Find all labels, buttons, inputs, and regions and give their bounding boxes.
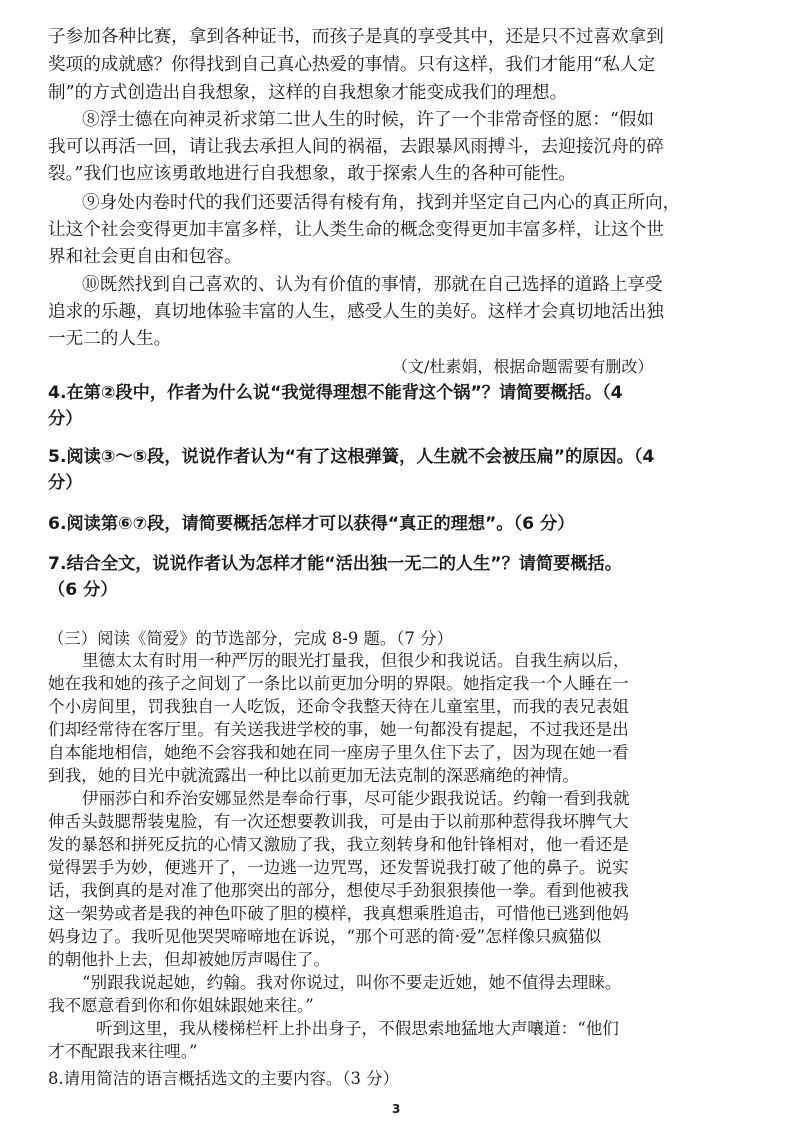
text-line: 里德太太有时用一种严厉的眼光打量我，但很少和我说话。自我生病以后， [82, 651, 630, 670]
text-line: 妈身边了。我听见他哭哭啼啼地在诉说，“那个可恶的简·爱”怎样像只疯猫似 [48, 927, 602, 946]
question-6: 6.阅读第⑥⑦段，请简要概括怎样才可以获得“真正的理想”。（6 分） [48, 514, 575, 534]
question-4: 4.在第②段中，作者为什么说“我觉得理想不能背这个锅”？请简要概括。（4 [48, 383, 623, 403]
text-line: 奖项的成就感？你得找到自己真心热爱的事情。只有这样，我们才能用“私人定 [48, 55, 656, 75]
text-line: 界和社会更自由和包容。 [48, 247, 242, 267]
source-note: （文/杜素娟，根据命题需要有删改） [392, 357, 654, 376]
page-number: 3 [392, 1102, 401, 1116]
text-line: 我不愿意看到你和你姐妹跟她来往。” [48, 996, 314, 1015]
text-line: 话，我倒真的是对准了他那突出的部分，想使尽手劲狠狠揍他一拳。看到他被我 [48, 881, 629, 900]
text-line: “别跟我说起她，约翰。我对你说过，叫你不要走近她，她不值得去理睐。 [82, 973, 622, 992]
question-7: （6 分） [48, 580, 118, 600]
text-line: 追求的乐趣，真切地体验丰富的人生，感受人生的美好。这样才会真切地活出独 [48, 302, 664, 322]
text-line: 伸舌头鼓腮帮装鬼脸，有一次还想要教训我，可是由于以前那种惹得我坏脾气大 [48, 812, 629, 831]
text-line: 到我，她的目光中就流露出一种比以前更加无法克制的深恶痛绝的神情。 [48, 766, 579, 785]
text-line: 让这个社会变得更加丰富多样，让人类生命的概念变得更加丰富多样，让这个世 [48, 220, 664, 240]
text-line: 制”的方式创造出自我想象，这样的自我想象才能变成我们的理想。 [48, 83, 568, 103]
text-line: 她在我和她的孩子之间划了一条比以前更加分明的界限。她指定我一个人睡在一 [48, 674, 629, 693]
text-line: ⑨身处内卷时代的我们还要活得有棱有角，找到并坚定自己内心的真正所向， [82, 193, 681, 213]
text-line: 们却经常待在客厅里。有关送我进学校的事，她一句都没有提起，不过我还是出 [48, 720, 629, 739]
text-line: 发的暴怒和拼死反抗的心情又激励了我，我立刻转身和他针锋相对，他一看还是 [48, 835, 629, 854]
text-line: ⑧浮士德在向神灵祈求第二世人生的时候，许了一个非常奇怪的愿：“假如 [82, 110, 654, 130]
text-line: 这一架势或者是我的神色吓破了胆的模样，我真想乘胜追击，可惜他已逃到他妈 [48, 904, 629, 923]
text-line: 我可以再活一回，请让我去承担人间的祸福，去跟暴风雨搏斗，去迎接沉舟的碎 [48, 137, 664, 157]
text-line: ⑩既然找到自己喜欢的、认为有价值的事情，那就在自己选择的道路上享受 [82, 275, 663, 295]
text-line: 的朝他扑上去，但却被她厉声喝住了。 [48, 950, 331, 969]
text-line: 觉得罢手为妙，便逃开了，一边逃一边咒骂，还发誓说我打破了他的鼻子。说实 [48, 858, 629, 877]
text-line: 裂。”我们也应该勇敢地进行自我想象，敢于探索人生的各种可能性。 [48, 164, 577, 184]
text-line: 才不配跟我来往哩。” [48, 1042, 198, 1061]
text-line: 伊丽莎白和乔治安娜显然是奉命行事，尽可能少跟我说话。约翰一看到我就 [82, 789, 630, 808]
question-4: 分） [48, 409, 83, 429]
text-line: 一无二的人生。 [48, 329, 172, 349]
section-title: （三）阅读《简爱》的节选部分，完成 8-9 题。（7 分） [48, 629, 453, 648]
text-line: 自本能地相信，她绝不会容我和她在同一座房子里久住下去了，因为现在她一看 [48, 743, 629, 762]
question-8: 8.请用简洁的语言概括选文的主要内容。（3 分） [48, 1069, 399, 1088]
text-line: 子参加各种比赛，拿到各种证书，而孩子是真的享受其中，还是只不过喜欢拿到 [48, 27, 664, 47]
question-5: 5.阅读③～⑤段，说说作者认为“有了这根弹簧，人生就不会被压扁”的原因。（4 [48, 447, 655, 467]
text-line: 个小房间里，罚我独自一人吃饭，还命令我整天待在儿童室里，而我的表兄表姐 [48, 697, 629, 716]
text-line: 听到这里，我从楼梯栏杆上扑出身子，不假思索地猛地大声嚷道：“他们 [96, 1019, 619, 1038]
question-5: 分） [48, 473, 83, 493]
question-7: 7.结合全文，说说作者认为怎样才能“活出独一无二的人生”？请简要概括。 [48, 554, 622, 574]
